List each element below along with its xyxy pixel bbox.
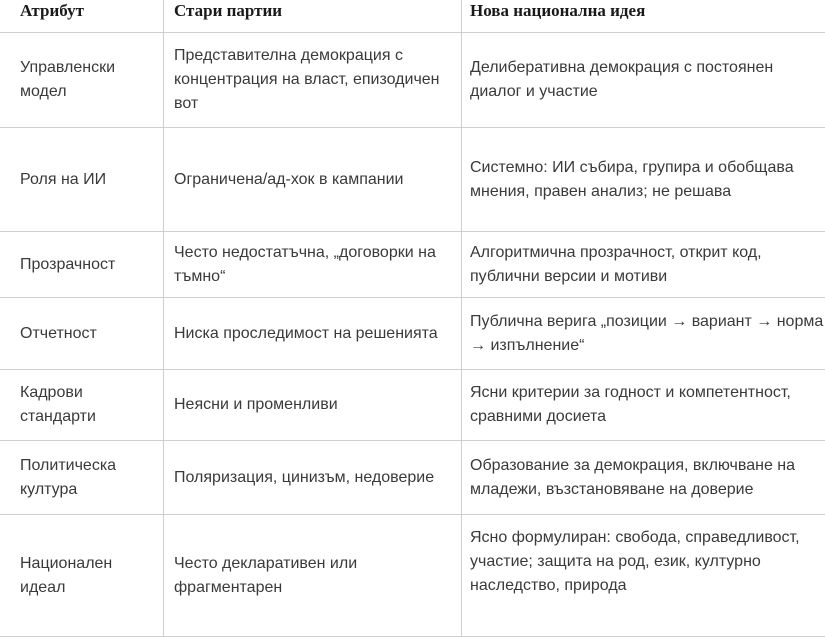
- cell-new-idea: Образование за демокрация, включване на младежи, възстановяване на доверие: [462, 441, 825, 515]
- cell-old-parties: Ограничена/ад-хок в кампании: [164, 128, 462, 232]
- table-row: [0, 298, 825, 370]
- cell-old-parties: Често декларативен или фрагментарен: [164, 515, 462, 637]
- cell-old-parties: Неясни и променливи: [164, 370, 462, 441]
- cell-old-parties: Представителна демокрация с концентрация на власт, епизодичен вот: [164, 33, 462, 128]
- cell-attribute: Кадрови стандарти: [0, 370, 164, 441]
- header-attribute: Атрибут: [0, 0, 164, 33]
- table-row: [0, 128, 825, 232]
- cell-attribute: Управленски модел: [0, 33, 164, 128]
- cell-old-parties: Поляризация, цинизъм, недоверие: [164, 441, 462, 515]
- cell-new-idea: Делиберативна демокрация с постоянен диалог и участие: [462, 33, 825, 128]
- cell-attribute: Прозрачност: [0, 232, 164, 298]
- cell-old-parties: Ниска проследимост на решенията: [164, 298, 462, 370]
- cell-old-parties: Често недостатъчна, „договорки на тъмно“: [164, 232, 462, 298]
- table-row: [0, 33, 825, 128]
- cell-new-idea: Публична верига „позиции → вариант → норма → изпълнение“: [462, 298, 825, 370]
- cell-attribute: Роля на ИИ: [0, 128, 164, 232]
- table-header-row: [0, 0, 825, 33]
- cell-new-idea: Ясни критерии за годност и компетентност, сравними досиета: [462, 370, 825, 441]
- header-old-parties: Стари партии: [164, 0, 462, 33]
- cell-attribute: Отчетност: [0, 298, 164, 370]
- header-new-idea: Нова национална идея: [462, 0, 825, 33]
- cell-new-idea: Системно: ИИ събира, групира и обобщава мнения, правен анализ; не решава: [462, 128, 825, 232]
- table-row: [0, 515, 825, 637]
- table-row: [0, 370, 825, 441]
- table-row: [0, 441, 825, 515]
- cell-new-idea: Алгоритмична прозрачност, открит код, публични версии и мотиви: [462, 232, 825, 298]
- table-row: [0, 232, 825, 298]
- cell-attribute: Национален идеал: [0, 515, 164, 637]
- cell-new-idea: Ясно формулиран: свобода, справедливост, участие; защита на род, език, културно наследство, природа: [462, 515, 825, 637]
- cell-attribute: Политическа култура: [0, 441, 164, 515]
